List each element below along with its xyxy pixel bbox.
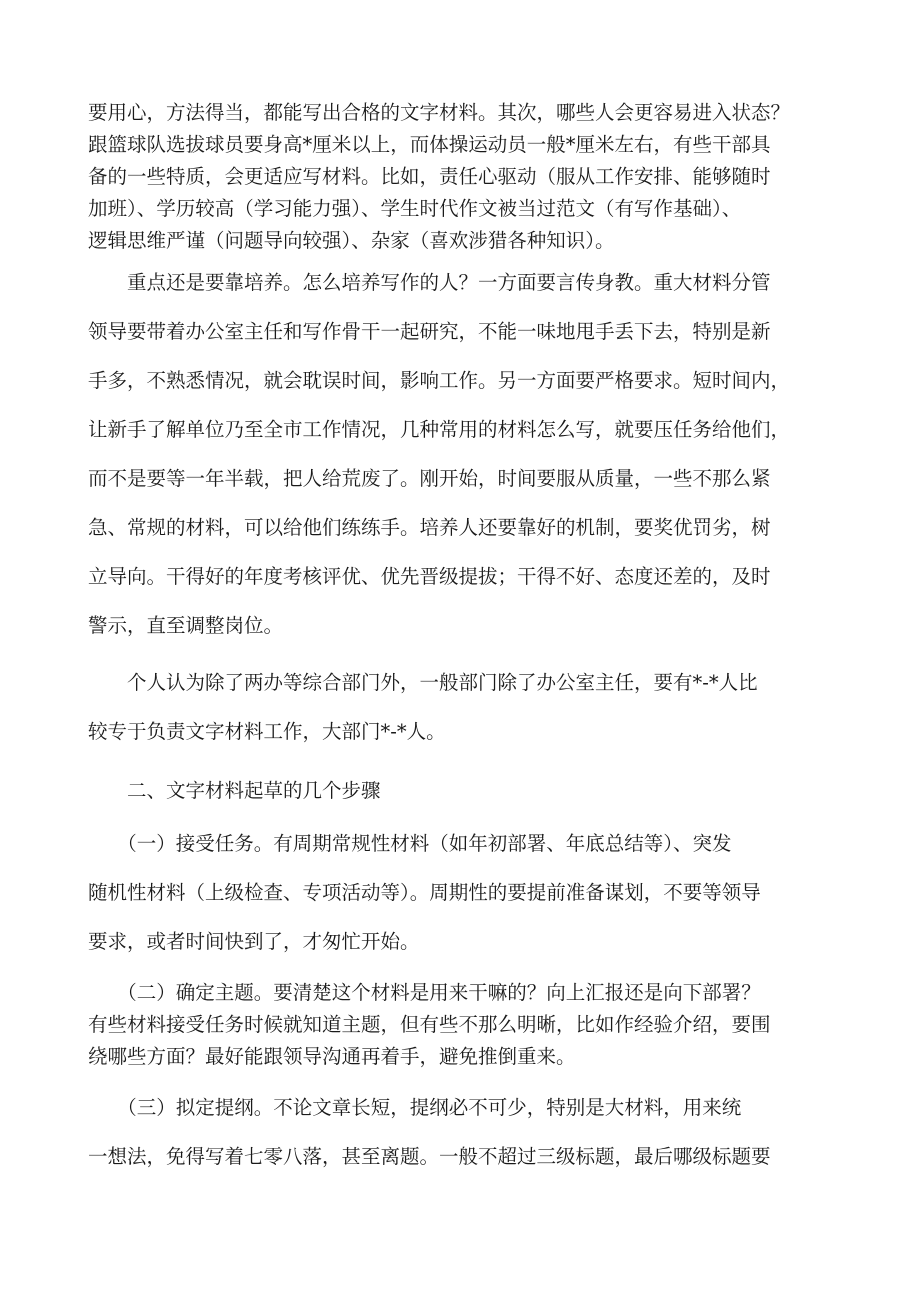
heading-text: 二、文字材料起草的几个步骤 [88,779,381,802]
text-line: （三）拟定提纲。不论文章长短，提纲必不可少，特别是大材料，用来统 [88,1096,742,1119]
text-line: 领导要带着办公室主任和写作骨干一起研究，不能一味地甩手丢下去，特别是新 [88,320,771,343]
paragraph-step-1 [88,819,848,966]
text-line: 而不是要等一年半载，把人给荒废了。刚开始，时间要服从质量，一些不那么紧 [88,467,771,490]
text-line: 随机性材料（上级检查、专项活动等）。周期性的要提前准备谋划，不要等领导 [88,881,761,904]
text-line: 要求，或者时间快到了，才匆忙开始。 [88,930,420,953]
text-line: （一）接受任务。有周期常规性材料（如年初部署、年底总结等）、突发 [88,832,732,855]
text-line: 重点还是要靠培养。怎么培养写作的人？一方面要言传身教。重大材料分管 [88,271,771,294]
text-line: 急、常规的材料，可以给他们练练手。培养人还要靠好的机制，要奖优罚劣，树 [88,516,771,539]
text-line: 备的一些特质，会更适应写材料。比如，责任心驱动（服从工作安排、能够随时 [88,165,771,188]
paragraph-step-3 [88,1083,848,1181]
paragraph-qualities [88,97,848,257]
text-line: 让新手了解单位乃至全市工作情况，几种常用的材料怎么写，就要压任务给他们， [88,418,791,441]
text-line: 有些材料接受任务时候就知道主题，但有些不那么明晰，比如作经验介绍，要围 [88,1013,771,1036]
text-line: （二）确定主题。要清楚这个材料是用来干嘛的？向上汇报还是向下部署？ [88,981,761,1004]
text-line: 要用心，方法得当，都能写出合格的文字材料。其次，哪些人会更容易进入状态？ [88,101,791,124]
text-line: 立导向。干得好的年度考核评优、优先晋级提拔；干得不好、态度还差的，及时 [88,565,771,588]
paragraph-staffing [88,658,848,756]
paragraph-training [88,258,848,650]
text-line: 逻辑思维严谨（问题导向较强）、杂家（喜欢涉猎各种知识）。 [88,229,615,252]
text-line: 加班）、学历较高（学习能力强）、学生时代作文被当过范文（有写作基础）、 [88,197,742,220]
text-line: 绕哪些方面？最好能跟领导沟通再着手，避免推倒重来。 [88,1045,576,1068]
text-line: 个人认为除了两办等综合部门外，一般部门除了办公室主任，要有*-*人比 [88,671,758,694]
text-line: 警示，直至调整岗位。 [88,614,284,637]
text-line: 一想法，免得写着七零八落，甚至离题。一般不超过三级标题，最后哪级标题要 [88,1145,771,1168]
section-heading [88,766,848,815]
paragraph-step-2 [88,977,848,1073]
text-line: 较专于负责文字材料工作，大部门*-*人。 [88,720,446,743]
text-line: 跟篮球队选拔球员要身高*厘米以上，而体操运动员一般*厘米左右，有些干部具 [88,133,771,156]
text-line: 手多，不熟悉情况，就会耽误时间，影响工作。另一方面要严格要求。短时间内， [88,369,791,392]
